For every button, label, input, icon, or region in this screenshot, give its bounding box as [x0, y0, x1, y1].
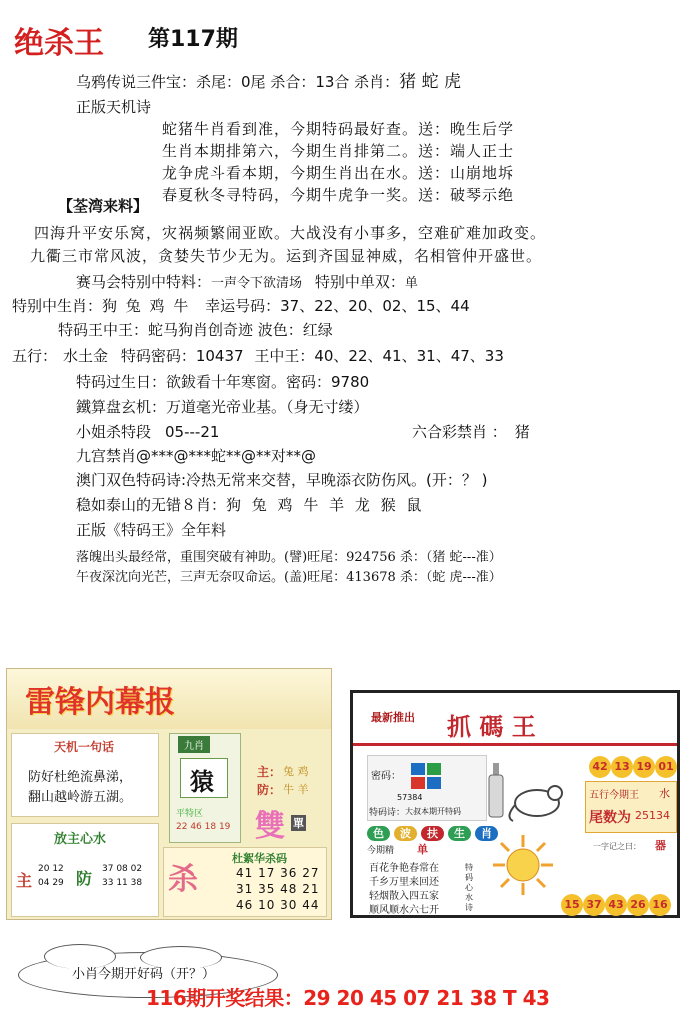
king-of-king-value: 40、22、41、31、47、33 — [314, 347, 504, 365]
lhc-ban-label: 六合彩禁肖 ： — [412, 423, 507, 441]
lucky-label: 幸运号码： — [205, 297, 281, 315]
tag-row — [367, 825, 498, 841]
wuxing-today-label: 五行今期王 — [589, 790, 639, 801]
zhuama-panel — [350, 690, 680, 918]
miss-label: 小姐杀特段 — [76, 423, 152, 441]
heart-title: 放主心水 — [54, 832, 107, 847]
new-release-label: 最新推出 — [371, 711, 415, 724]
main-label: 主： — [257, 765, 282, 779]
crow-legend-animals: 猪 蛇 虎 — [399, 72, 461, 92]
poem-line: 龙争虎斗看本期，今期生肖出在水。送：山崩地坼 — [162, 164, 515, 182]
ping-label: 平特区 — [176, 809, 204, 819]
tail-line: 落魄出头最经常，重围突破有神助。(譬)旺尾：924756 杀：（猪 蛇---准） — [76, 550, 502, 565]
fang-numbers: 33 11 38 — [102, 878, 143, 888]
sky-phrase-line: 防好杜绝流鼻涕， — [28, 770, 133, 785]
line-hint-label: 一字记之曰： — [593, 842, 641, 851]
race-line — [76, 272, 418, 294]
zodiac-code-label: 九肖 — [178, 736, 210, 753]
tail-label: 尾数为 — [589, 810, 631, 826]
shuang-char: 雙 — [255, 809, 285, 844]
tag-pill: 色 — [367, 826, 390, 841]
tag-pill: 波 — [394, 826, 417, 841]
fang-numbers: 37 08 02 — [102, 864, 143, 874]
miss-value: 05---21 — [165, 423, 220, 441]
tail-value: 25134 — [635, 809, 670, 822]
special-zodiac-label: 特别中生肖： — [12, 297, 103, 315]
fang-value: 牛 羊 — [283, 783, 309, 796]
du-numbers: 31 35 48 21 — [236, 882, 320, 896]
sky-phrase-line: 翻山越岭游五湖。 — [28, 790, 133, 805]
zhuama-poem-line: 顺风顺水六七开 — [369, 905, 439, 916]
lhc-ban-line — [412, 422, 530, 442]
line-hint-value: 器 — [655, 839, 666, 852]
source-label: 【荃湾来料】 — [58, 197, 149, 215]
abacus-line: 鐵算盘玄机：万道毫光帝业基。（身无寸缕） — [76, 398, 369, 416]
draw-result: 116期开奖结果：29 20 45 07 21 38 T 43 — [146, 986, 550, 1010]
special-poem-label: 特码诗： — [369, 808, 406, 818]
number-ball: 01 — [655, 756, 677, 778]
birthday-line: 特码过生日：欲鈸看十年寒窗。密码：9780 — [76, 373, 370, 391]
crow-legend-label: 乌鸦传说三件宝：杀尾：0尾 杀合：13合 杀肖： — [76, 73, 400, 91]
number-ball: 42 — [589, 756, 611, 778]
code-value: 10437 — [195, 347, 244, 365]
race-value: 单 — [404, 276, 418, 291]
wuxing-label: 五行： — [12, 347, 58, 365]
zhuama-poem-line: 轻烟散入四五家 — [369, 891, 439, 902]
tail-line: 午夜深沈向光芒，三声无奈叹命运。(盖)旺尾：413678 杀：（蛇 虎---准） — [76, 570, 502, 585]
wuxing-today-value: 水 — [659, 787, 670, 800]
dan-char: 單 — [293, 817, 304, 830]
sun-icon — [491, 833, 555, 897]
lhc-ban-value: 猪 — [514, 423, 530, 441]
ping-numbers: 22 46 18 19 — [176, 822, 231, 832]
number-ball: 16 — [649, 894, 671, 916]
big-char: 猿 — [190, 768, 214, 796]
macau-line: 澳门双色特码诗:冷热无常来交替，早晚添衣防伤风。(开：？ ) — [76, 471, 488, 489]
issue-number: 第117期 — [148, 27, 238, 52]
lucky-numbers: 37、22、20、02、15、44 — [280, 297, 470, 315]
wuxing-line — [12, 346, 504, 366]
secret-number: 57384 — [397, 793, 423, 802]
number-ball: 37 — [583, 894, 605, 916]
number-ball: 13 — [611, 756, 633, 778]
cloud-text: 小肖今期开好码（开？） — [72, 967, 216, 982]
heart-box — [11, 823, 159, 917]
sha-char: 杀 — [168, 862, 198, 897]
bottle-icon — [487, 763, 505, 819]
logo-icon — [409, 761, 445, 791]
race-label2: 特别中单双： — [314, 273, 405, 291]
full-year-line: 正版《特码王》全年料 — [76, 521, 227, 539]
race-label: 赛马会特别中特料： — [76, 273, 212, 291]
sky-phrase-title: 天机一句话 — [54, 740, 115, 754]
number-ball: 15 — [561, 894, 583, 916]
king-of-king-label: 王中王： — [254, 347, 315, 365]
stable-label: 稳如泰山的无错８肖： — [76, 496, 227, 514]
palace-line: 九宫禁肖@***@***蛇**@**对**@ — [76, 447, 317, 465]
fang-char: 防 — [76, 869, 93, 888]
poem-line: 生肖本期排第六，今期生肖排第二。送：端人正士 — [162, 142, 515, 160]
side-label: 特码心水诗 — [465, 863, 473, 912]
verse-line: 四海升平安乐窝，灾祸频繁闹亚欧。大战没有小事多，空难矿难加政变。 — [34, 224, 547, 242]
zhuama-poem-line: 千乡万里来回还 — [369, 877, 439, 888]
page-logo-title: 绝杀王 — [14, 26, 104, 61]
poem-title: 正版天机诗 — [76, 98, 152, 116]
number-ball: 43 — [605, 894, 627, 916]
fang-label: 防： — [257, 783, 282, 797]
du-title: 杜絮华杀码 — [232, 852, 287, 865]
main-value: 兔 鸡 — [283, 765, 309, 778]
du-numbers: 41 17 36 27 — [236, 866, 320, 880]
title-divider — [353, 743, 677, 746]
zhuama-poem-line: 百花争艳春常在 — [369, 863, 439, 874]
special-zodiac-line — [12, 296, 470, 316]
special-poem-value: 大叔本期开特码 — [405, 807, 461, 816]
stable-line — [76, 495, 424, 515]
single-value: 单 — [417, 843, 428, 856]
this-period-label: 今期精 — [367, 846, 395, 856]
zodiac-code-box — [169, 733, 241, 843]
sky-phrase-box — [11, 733, 159, 817]
special-zodiac-animals: 狗 兔 鸡 牛 — [102, 297, 191, 315]
miss-line — [76, 422, 219, 442]
secret-label: 密码： — [371, 771, 401, 782]
du-numbers: 46 10 30 44 — [236, 898, 320, 912]
number-ball: 19 — [633, 756, 655, 778]
king-line: 特码王中王：蛇马狗肖创奇迹 波色：红绿 — [58, 321, 333, 339]
kill-code-box — [163, 847, 327, 917]
zhu-numbers: 04 29 — [38, 878, 64, 888]
crow-legend-line — [76, 72, 461, 92]
poem-line: 春夏秋冬寻特码，今期牛虎争一奖。送：破琴示绝 — [162, 186, 515, 204]
race-text: 一声令下欲清场 — [211, 276, 303, 291]
stable-animals: 狗 兔 鸡 牛 羊 龙 猴 鼠 — [226, 496, 425, 514]
verse-line: 九衢三市常风波，贪婪失节少无为。运到齐国显神威，名相管仲开盛世。 — [30, 247, 543, 265]
wuxing-value: 水土金 — [63, 347, 109, 365]
tag-pill: 生 — [448, 826, 471, 841]
zhuama-title: 抓 碼 王 — [447, 712, 536, 741]
poem-line: 蛇猪牛肖看到准，今期特码最好查。送：晚生后学 — [162, 120, 515, 138]
leifeng-panel — [6, 668, 332, 920]
zhu-numbers: 20 12 — [38, 864, 64, 874]
leifeng-title: 雷锋内幕报 — [25, 685, 175, 720]
tag-pill: 扶 — [421, 826, 444, 841]
code-label: 特码密码： — [120, 347, 196, 365]
tag-pill: 肖 — [475, 826, 498, 841]
zhu-char: 主 — [16, 871, 33, 890]
mouse-icon — [503, 773, 573, 823]
number-ball: 26 — [627, 894, 649, 916]
